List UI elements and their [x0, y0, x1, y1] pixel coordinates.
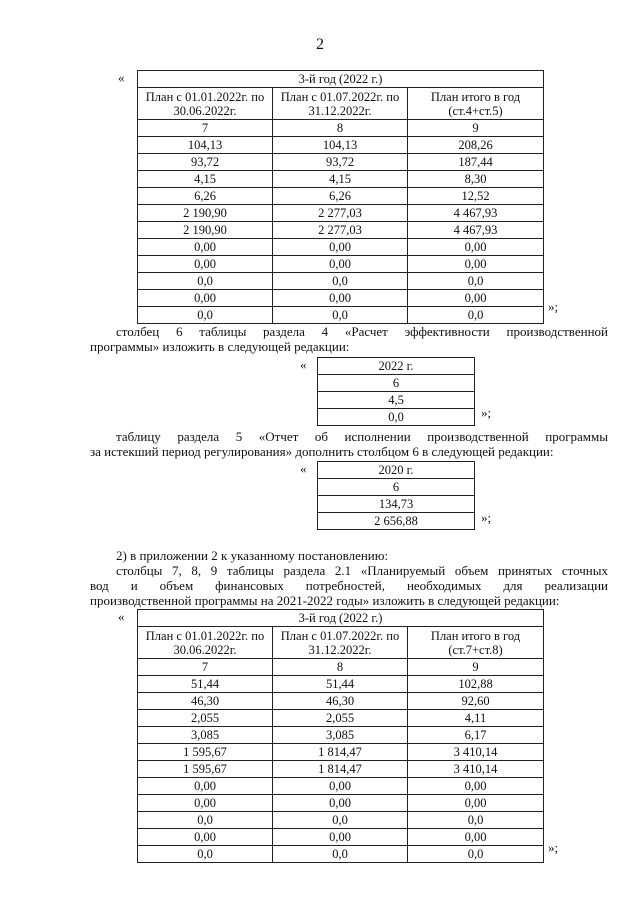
table-row	[138, 205, 544, 222]
table-cell: 0,00	[273, 256, 408, 273]
table-cell: 134,73	[318, 496, 475, 513]
table-cell: 0,0	[138, 307, 273, 324]
table-row	[138, 676, 544, 693]
table-cell: 6	[318, 375, 475, 392]
table-cell: 0,0	[408, 812, 544, 829]
table-cell: 0,00	[408, 795, 544, 812]
table-cell: 0,0	[273, 846, 408, 863]
paragraph-3-line-2: столбцы 7, 8, 9 таблицы раздела 2.1 «Планируемый объем принятых сточных	[116, 563, 608, 578]
table-cell: 0,00	[408, 290, 544, 307]
table-cell: 0,0	[138, 273, 273, 290]
column-number: 8	[273, 659, 408, 676]
table-row	[318, 462, 475, 479]
table-cell: 0,00	[273, 795, 408, 812]
table-row	[138, 154, 544, 171]
table-cell: 102,88	[408, 676, 544, 693]
page-number: 2	[316, 36, 324, 53]
column-header: План с 01.07.2022г. по 31.12.2022г.	[273, 88, 408, 120]
column-header: План итого в год (ст.4+ст.5)	[408, 88, 544, 120]
table-row	[138, 710, 544, 727]
column-header-row	[138, 88, 544, 120]
table-cell: 0,0	[138, 812, 273, 829]
table3-open-quote: «	[300, 461, 307, 476]
table-row	[318, 479, 475, 496]
table-cell: 0,00	[408, 239, 544, 256]
table-cell: 4,15	[273, 171, 408, 188]
table-cell: 1 814,47	[273, 761, 408, 778]
paragraph-3-line-4: производственной программы на 2021-2022 годы» изложить в следующей редакции:	[90, 593, 560, 608]
table-cell: 93,72	[273, 154, 408, 171]
column-header: План итого в год (ст.7+ст.8)	[408, 627, 544, 659]
column-number-row	[138, 659, 544, 676]
table-row	[138, 290, 544, 307]
table-cell: 6,26	[273, 188, 408, 205]
paragraph-1-line-1: столбец 6 таблицы раздела 4 «Расчет эффективности производственной	[116, 324, 608, 339]
table-cell: 4,5	[318, 392, 475, 409]
table-cell: 0,0	[318, 409, 475, 426]
year-header-row	[138, 610, 544, 627]
table-cell: 0,0	[273, 307, 408, 324]
table-cell: 0,00	[138, 829, 273, 846]
column-number: 9	[408, 659, 544, 676]
table-row	[318, 375, 475, 392]
paragraph-1	[90, 324, 608, 354]
column-number: 8	[273, 120, 408, 137]
table-cell: 0,00	[138, 256, 273, 273]
table-cell: 0,00	[408, 778, 544, 795]
table-cell: 0,00	[273, 290, 408, 307]
table-cell: 0,00	[273, 239, 408, 256]
table-cell: 187,44	[408, 154, 544, 171]
table-row	[138, 795, 544, 812]
table-cell: 104,13	[273, 137, 408, 154]
table-cell: 3,085	[138, 727, 273, 744]
table-cell: 0,00	[408, 256, 544, 273]
table-cell: 2 656,88	[318, 513, 475, 530]
table-cell: 0,0	[408, 846, 544, 863]
table4-open-quote: «	[118, 609, 125, 624]
column-number-row	[138, 120, 544, 137]
table-cell: 4 467,93	[408, 222, 544, 239]
paragraph-3-line-3: вод и объем финансовых потребностей, необходимых для реализации	[90, 578, 608, 593]
table-cell: 2 277,03	[273, 222, 408, 239]
table1	[137, 70, 544, 324]
table-row	[318, 392, 475, 409]
table-row	[138, 256, 544, 273]
table-cell: 208,26	[408, 137, 544, 154]
table-row	[138, 188, 544, 205]
table-cell: 12,52	[408, 188, 544, 205]
table-cell: 2,055	[138, 710, 273, 727]
table-cell: 2 277,03	[273, 205, 408, 222]
year-header: 2022 г.	[318, 358, 475, 375]
paragraph-2	[90, 429, 608, 459]
table-row	[138, 171, 544, 188]
table-cell: 0,00	[138, 795, 273, 812]
column-header-row	[138, 627, 544, 659]
table-cell: 46,30	[138, 693, 273, 710]
table-row	[138, 846, 544, 863]
table-cell: 0,00	[138, 239, 273, 256]
table-cell: 0,00	[408, 829, 544, 846]
table4	[137, 609, 544, 863]
table-cell: 51,44	[273, 676, 408, 693]
table-cell: 2 190,90	[138, 205, 273, 222]
table1-close-mark: »;	[548, 299, 559, 314]
table3	[317, 461, 475, 530]
table-cell: 51,44	[138, 676, 273, 693]
table-cell: 6,26	[138, 188, 273, 205]
table-cell: 92,60	[408, 693, 544, 710]
table-row	[318, 496, 475, 513]
paragraph-2-line-1: таблицу раздела 5 «Отчет об исполнении производственной программы	[116, 429, 608, 444]
table-cell: 46,30	[273, 693, 408, 710]
table-cell: 1 814,47	[273, 744, 408, 761]
table-cell: 2 190,90	[138, 222, 273, 239]
table-row	[138, 693, 544, 710]
column-header: План с 01.01.2022г. по 30.06.2022г.	[138, 627, 273, 659]
table-cell: 0,00	[138, 778, 273, 795]
year-header: 3-й год (2022 г.)	[138, 71, 544, 88]
table-row	[138, 778, 544, 795]
table-row	[138, 239, 544, 256]
table4-close-mark: »;	[548, 840, 559, 855]
table-row	[318, 409, 475, 426]
table-cell: 8,30	[408, 171, 544, 188]
table-cell: 4,15	[138, 171, 273, 188]
table-cell: 104,13	[138, 137, 273, 154]
table-cell: 0,0	[273, 273, 408, 290]
table2-open-quote: «	[300, 357, 307, 372]
table-cell: 0,0	[273, 812, 408, 829]
table-cell: 4,11	[408, 710, 544, 727]
column-number: 9	[408, 120, 544, 137]
column-header: План с 01.01.2022г. по 30.06.2022г.	[138, 88, 273, 120]
column-header: План с 01.07.2022г. по 31.12.2022г.	[273, 627, 408, 659]
table-row	[138, 307, 544, 324]
paragraph-3	[90, 548, 608, 608]
year-header: 2020 г.	[318, 462, 475, 479]
table-cell: 1 595,67	[138, 744, 273, 761]
table-row	[138, 727, 544, 744]
table-row	[138, 812, 544, 829]
table1-open-quote: «	[118, 70, 125, 85]
table-row	[138, 829, 544, 846]
table-cell: 4 467,93	[408, 205, 544, 222]
table-cell: 0,00	[138, 290, 273, 307]
table-cell: 6,17	[408, 727, 544, 744]
table-cell: 6	[318, 479, 475, 496]
table-row	[138, 137, 544, 154]
table-cell: 0,00	[273, 778, 408, 795]
table-cell: 1 595,67	[138, 761, 273, 778]
table-row	[318, 513, 475, 530]
table-cell: 0,0	[408, 307, 544, 324]
year-header-row	[138, 71, 544, 88]
table-cell: 3 410,14	[408, 761, 544, 778]
table2-close-mark: »;	[481, 405, 492, 420]
table-cell: 3 410,14	[408, 744, 544, 761]
table-row	[318, 358, 475, 375]
year-header: 3-й год (2022 г.)	[138, 610, 544, 627]
table-cell: 0,0	[408, 273, 544, 290]
table-cell: 0,00	[273, 829, 408, 846]
column-number: 7	[138, 659, 273, 676]
table-row	[138, 273, 544, 290]
table3-close-mark: »;	[481, 510, 492, 525]
table-row	[138, 761, 544, 778]
table-row	[138, 222, 544, 239]
table-row	[138, 744, 544, 761]
column-number: 7	[138, 120, 273, 137]
paragraph-2-line-2: за истекший период регулирования» дополнить столбцом 6 в следующей редакции:	[90, 444, 554, 459]
paragraph-1-line-2: программы» изложить в следующей редакции:	[90, 339, 350, 354]
paragraph-3-line-1: 2) в приложении 2 к указанному постановлению:	[116, 548, 389, 563]
table2	[317, 357, 475, 426]
table-cell: 3,085	[273, 727, 408, 744]
table-cell: 2,055	[273, 710, 408, 727]
table-cell: 93,72	[138, 154, 273, 171]
table-cell: 0,0	[138, 846, 273, 863]
